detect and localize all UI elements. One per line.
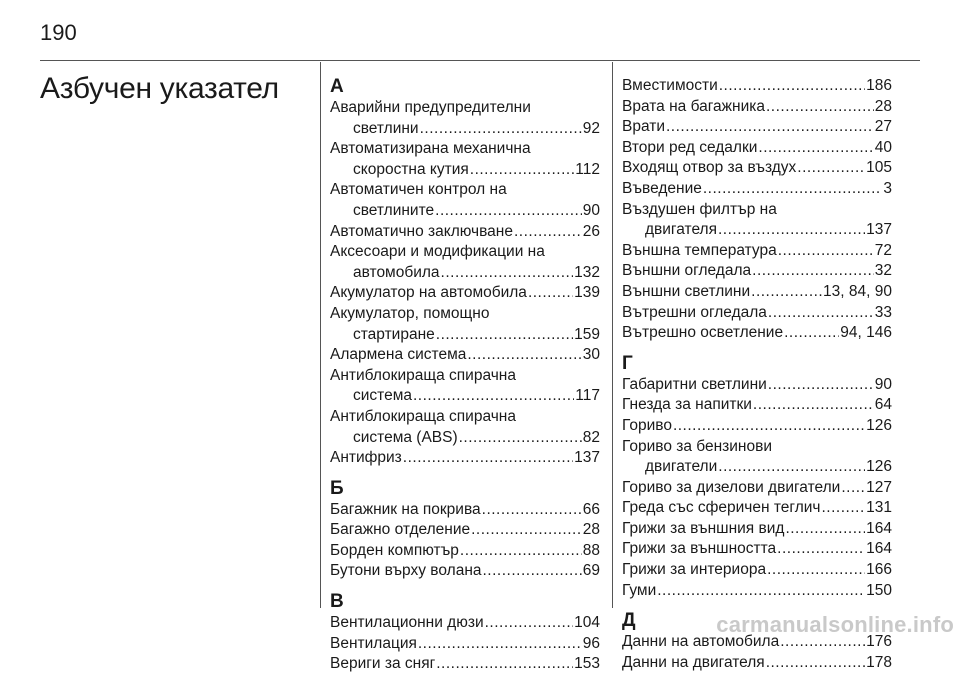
dot-leader <box>657 581 865 602</box>
dot-leader <box>666 117 874 138</box>
index-letter-heading: Д <box>622 610 636 632</box>
index-entry <box>622 478 892 499</box>
index-term: Алармена система <box>330 346 467 364</box>
index-term: Втори ред седалки <box>622 138 758 156</box>
index-term-continuation: стартиране <box>353 325 435 343</box>
index-term: Антиблокираща спирачна <box>330 366 516 384</box>
index-term: Борден компютър <box>330 541 459 559</box>
index-page-ref: 90 <box>874 375 892 393</box>
index-page-ref: 117 <box>575 387 600 405</box>
index-term-continuation: автомобила <box>353 263 440 281</box>
index-entry <box>622 653 892 674</box>
index-page-ref: 13, 84, 90 <box>823 282 892 300</box>
index-page-ref: 33 <box>874 303 892 321</box>
index-entry <box>622 97 892 118</box>
index-page-ref: 132 <box>574 263 600 281</box>
column-divider-left <box>320 62 321 608</box>
dot-leader <box>822 498 866 519</box>
dot-leader <box>471 520 582 541</box>
index-page-ref: 126 <box>866 458 892 476</box>
index-entry <box>330 500 600 521</box>
index-term: Външна температура <box>622 241 777 259</box>
index-page-ref: 69 <box>582 562 600 580</box>
dot-leader <box>703 179 883 200</box>
dot-leader <box>528 283 573 304</box>
dot-leader <box>758 138 873 159</box>
index-entry <box>330 304 600 345</box>
index-page-ref: 176 <box>866 633 892 651</box>
index-entry <box>622 117 892 138</box>
index-page-ref: 178 <box>866 653 892 671</box>
index-page-ref: 40 <box>874 138 892 156</box>
index-entry <box>330 634 600 655</box>
dot-leader <box>459 428 582 449</box>
dot-leader <box>441 263 574 284</box>
index-entry <box>330 654 600 675</box>
index-entry <box>330 242 600 283</box>
index-term-continuation: скоростна кутия <box>353 160 469 178</box>
index-page-ref: 64 <box>874 396 892 414</box>
index-page-ref: 94, 146 <box>840 324 892 342</box>
index-entry <box>330 520 600 541</box>
index-term: Грижи за интериора <box>622 561 767 579</box>
dot-leader <box>768 303 874 324</box>
dot-leader <box>483 561 582 582</box>
index-term: Вместимости <box>622 77 718 94</box>
index-entry <box>622 395 892 416</box>
index-entry <box>622 437 892 478</box>
index-term: Греда със сферичен теглич <box>622 499 821 517</box>
index-term: Аксесоари и модификации на <box>330 243 545 261</box>
index-entry <box>330 448 600 469</box>
index-page-ref: 28 <box>874 97 892 115</box>
index-entry <box>622 539 892 560</box>
dot-leader <box>514 222 582 243</box>
index-page-ref: 139 <box>574 284 600 302</box>
index-letter-heading: А <box>330 76 344 97</box>
watermark-text: carmanualsonline.info <box>716 612 954 637</box>
dot-leader <box>435 201 582 222</box>
dot-leader <box>768 375 874 396</box>
index-page-ref: 126 <box>866 416 892 434</box>
index-term: Багажно отделение <box>330 521 471 539</box>
index-term: Вътрешни огледала <box>622 303 767 321</box>
index-page-ref: 3 <box>883 179 892 197</box>
index-term: Гнезда за напитки <box>622 396 752 414</box>
index-page-ref: 127 <box>866 478 892 496</box>
index-page-ref: 186 <box>866 77 892 94</box>
index-page-ref: 66 <box>582 500 600 518</box>
index-entry <box>622 179 892 200</box>
index-term: Автоматичен контрол на <box>330 181 507 199</box>
dot-leader <box>470 160 575 181</box>
index-letter-heading: Г <box>622 352 633 374</box>
index-term: Аварийни предупредителни <box>330 99 531 116</box>
index-entry <box>330 222 600 243</box>
dot-leader <box>778 241 874 262</box>
index-term: Бутони върху волана <box>330 562 482 580</box>
index-entry <box>330 283 600 304</box>
index-page-ref: 137 <box>574 449 600 467</box>
index-entry <box>622 76 892 97</box>
dot-leader <box>413 386 574 407</box>
index-term: Габаритни светлини <box>622 375 767 393</box>
index-page-ref: 153 <box>574 655 600 673</box>
index-entry <box>622 261 892 282</box>
dot-leader <box>482 500 582 521</box>
dot-leader <box>718 457 865 478</box>
index-term: Грижи за външността <box>622 540 777 558</box>
index-term: Врата на багажника <box>622 97 765 115</box>
index-entry <box>622 498 892 519</box>
index-term: Данни на автомобила <box>622 633 780 651</box>
index-term: Грижи за външния вид <box>622 519 785 537</box>
dot-leader <box>420 119 582 140</box>
header-rule <box>40 60 920 61</box>
index-entry <box>622 303 892 324</box>
dot-leader <box>436 325 573 346</box>
index-entry <box>330 345 600 366</box>
index-term: Външни огледала <box>622 262 752 280</box>
index-title: Азбучен указател <box>40 72 279 105</box>
dot-leader <box>460 541 582 562</box>
index-entry <box>622 200 892 241</box>
index-term: Антифриз <box>330 449 402 467</box>
dot-leader <box>752 261 874 282</box>
index-term: Вътрешно осветление <box>622 324 784 342</box>
index-entry <box>330 139 600 180</box>
index-entry <box>622 158 892 179</box>
index-page-ref: 92 <box>582 119 600 137</box>
dot-leader <box>784 323 839 344</box>
index-term: Гориво за дизелови двигатели <box>622 478 841 496</box>
index-term: Багажник на покрива <box>330 500 481 518</box>
index-entry <box>622 581 892 602</box>
index-page-ref: 137 <box>866 221 892 239</box>
index-term: Вентилационни дюзи <box>330 614 484 632</box>
index-term: Акумулатор на автомобила <box>330 284 527 302</box>
index-entry <box>622 416 892 437</box>
index-page-ref: 159 <box>574 325 600 343</box>
index-entry <box>622 138 892 159</box>
index-entry <box>622 241 892 262</box>
index-term: Въздушен филтър на <box>622 200 777 218</box>
index-entry <box>622 375 892 396</box>
index-term: Вериги за сняг <box>330 655 436 673</box>
index-page-ref: 96 <box>582 634 600 652</box>
dot-leader <box>766 653 865 674</box>
index-term: Вентилация <box>330 634 417 652</box>
index-entry <box>330 561 600 582</box>
index-term: Данни на двигателя <box>622 653 765 671</box>
index-term-continuation: двигатели <box>645 458 718 476</box>
dot-leader <box>403 448 573 469</box>
index-page-ref: 30 <box>582 346 600 364</box>
dot-leader <box>797 158 865 179</box>
index-term: Гуми <box>622 581 657 599</box>
dot-leader <box>753 395 874 416</box>
index-term: Гориво за бензинови <box>622 437 772 455</box>
index-page-ref: 166 <box>866 561 892 579</box>
index-page-ref: 104 <box>574 614 600 632</box>
index-term: Гориво <box>622 416 672 434</box>
index-entry <box>330 180 600 221</box>
index-term-continuation: система (ABS) <box>353 428 458 446</box>
dot-leader <box>436 654 573 675</box>
index-term-continuation: система <box>353 387 412 405</box>
index-term: Врати <box>622 118 665 136</box>
index-entry <box>330 98 600 139</box>
index-column-2 <box>622 76 892 673</box>
index-column-1 <box>330 76 600 675</box>
index-term: Автоматизирана механична <box>330 140 531 158</box>
index-term: Антиблокираща спирачна <box>330 407 516 425</box>
index-entry <box>622 282 892 303</box>
index-entry <box>330 613 600 634</box>
dot-leader <box>719 76 865 97</box>
index-page-ref: 164 <box>866 540 892 558</box>
index-page-ref: 28 <box>582 521 600 539</box>
index-page-ref: 32 <box>874 262 892 280</box>
index-term-continuation: двигателя <box>645 221 717 239</box>
index-letter-heading: Б <box>330 477 344 499</box>
index-entry <box>330 366 600 407</box>
index-term: Въведение <box>622 179 702 197</box>
column-divider-right <box>612 62 613 608</box>
page-number: 190 <box>40 20 77 45</box>
index-term: Акумулатор, помощно <box>330 304 490 322</box>
index-page-ref: 164 <box>866 519 892 537</box>
index-page-ref: 112 <box>575 160 600 178</box>
dot-leader <box>777 539 865 560</box>
index-page-ref: 26 <box>582 222 600 240</box>
index-page-ref: 88 <box>582 541 600 559</box>
index-entry <box>330 407 600 448</box>
index-entry <box>622 323 892 344</box>
dot-leader <box>467 345 581 366</box>
index-page-ref: 105 <box>866 159 892 177</box>
index-entry <box>330 541 600 562</box>
dot-leader <box>718 220 865 241</box>
index-page-ref: 131 <box>866 499 892 517</box>
index-term: Автоматично заключване <box>330 222 513 240</box>
dot-leader <box>841 478 865 499</box>
index-page-ref: 27 <box>874 118 892 136</box>
dot-leader <box>751 282 822 303</box>
index-term-continuation: светлините <box>353 201 435 219</box>
dot-leader <box>418 634 582 655</box>
dot-leader <box>673 416 865 437</box>
index-term: Външни светлини <box>622 282 751 300</box>
index-term: Входящ отвор за въздух <box>622 159 797 177</box>
dot-leader <box>785 519 865 540</box>
index-entry <box>622 560 892 581</box>
dot-leader <box>767 560 865 581</box>
index-entry <box>622 519 892 540</box>
index-page-ref: 90 <box>582 201 600 219</box>
dot-leader <box>766 97 874 118</box>
dot-leader <box>485 613 574 634</box>
index-term-continuation: светлини <box>353 119 419 137</box>
index-page-ref: 82 <box>582 428 600 446</box>
index-letter-heading: В <box>330 591 344 613</box>
index-page-ref: 150 <box>866 581 892 599</box>
index-page-ref: 72 <box>874 241 892 259</box>
